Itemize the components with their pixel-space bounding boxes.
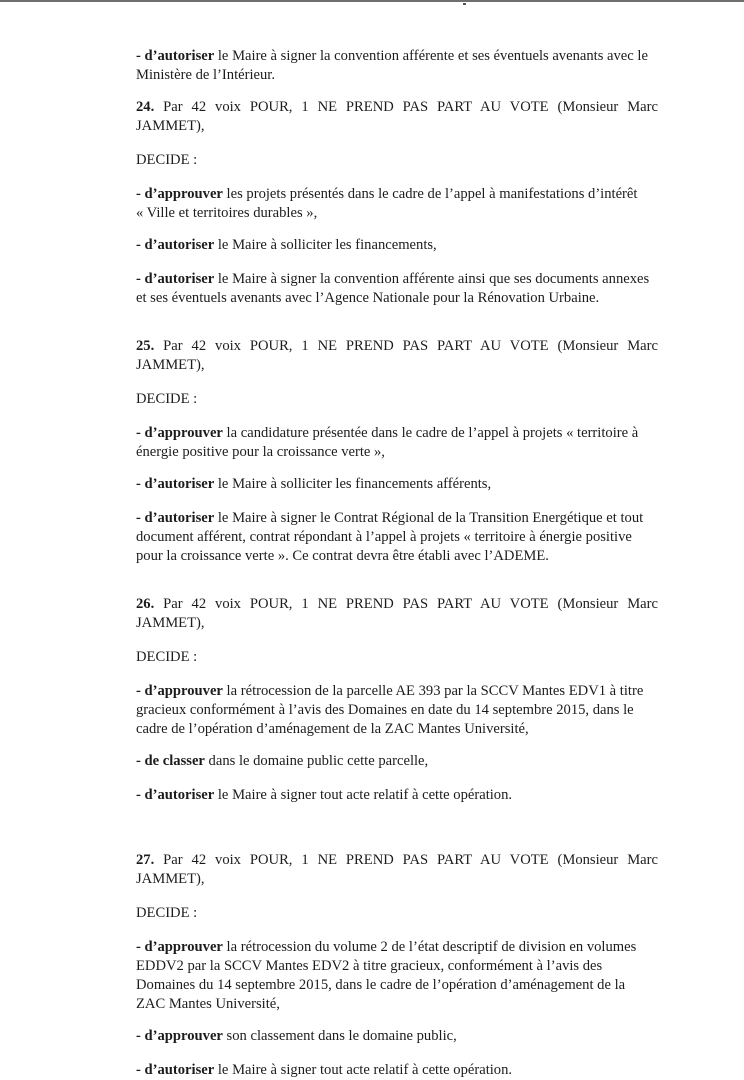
clause [136, 938, 658, 1014]
item-24-vote [136, 98, 658, 136]
decide-heading: DECIDE : [136, 152, 198, 168]
clause [136, 509, 658, 566]
clause-text: ZAC Mantes Université, [136, 996, 280, 1012]
clause-text: « Ville et territoires durables », [136, 205, 318, 221]
clause-verb: - d’approuver [136, 939, 223, 955]
clause [136, 1061, 658, 1080]
clause-text: le Maire à solliciter les financements afférents, [214, 476, 492, 492]
clause-text: dans le domaine public cette parcelle, [204, 753, 429, 769]
clause-text: le Maire à signer la convention afférente et ses éventuels avenants avec le [214, 48, 648, 64]
item-number: 26. [136, 596, 155, 612]
item-number: 24. [136, 99, 155, 115]
item-number: 25. [136, 338, 155, 354]
clause [136, 270, 658, 308]
clause-text: la candidature présentée dans le cadre de l’appel à projets « territoire à [222, 425, 639, 441]
clause-text: gracieux conformément à l’avis des Domaines en date du 14 septembre 2015, dans le [136, 702, 634, 718]
decide-heading: DECIDE : [136, 905, 198, 921]
clause-text: cadre de l’opération d’aménagement de la ZAC Mantes Université, [136, 721, 529, 737]
clause [136, 682, 658, 739]
clause-verb: - de classer [136, 753, 205, 769]
decide-heading: DECIDE : [136, 649, 198, 665]
clause-top [136, 47, 658, 85]
clause-verb: - d’autoriser [136, 48, 215, 64]
clause-verb: - d’autoriser [136, 271, 215, 287]
clause-text: Domaines du 14 septembre 2015, dans le cadre de l’opération d’aménagement de la [136, 977, 626, 993]
clause-verb: - d’approuver [136, 425, 223, 441]
clause-text: le Maire à solliciter les financements, [214, 237, 437, 253]
item-27-vote [136, 851, 658, 889]
document-page [136, 47, 658, 1080]
clause-text: le Maire à signer tout acte relatif à cette opération. [214, 1062, 513, 1078]
clause-text: et ses éventuels avenants avec l’Agence Nationale pour la Rénovation Urbaine. [136, 290, 600, 306]
clause-text: document afférent, contrat répondant à l’appel à projets « territoire à énergie positive [136, 529, 632, 545]
clause-verb: - d’approuver [136, 186, 223, 202]
clause [136, 185, 658, 223]
clause-verb: - d’autoriser [136, 237, 215, 253]
decide-heading: DECIDE : [136, 391, 198, 407]
vote-text: Par 42 voix POUR, 1 NE PREND PAS PART AU VOTE (Monsieur Marc JAMMET), [136, 852, 658, 887]
clause-text: le Maire à signer la convention afférente ainsi que ses documents annexes [214, 271, 650, 287]
clause-text: énergie positive pour la croissance verte », [136, 444, 385, 460]
clause-text: le Maire à signer tout acte relatif à cette opération. [214, 787, 513, 803]
clause-text: son classement dans le domaine public, [222, 1028, 457, 1044]
clause-text: la rétrocession de la parcelle AE 393 par la SCCV Mantes EDV1 à titre [222, 683, 644, 699]
clause [136, 752, 658, 771]
vote-text: Par 42 voix POUR, 1 NE PREND PAS PART AU VOTE (Monsieur Marc JAMMET), [136, 596, 658, 631]
scan-mark [463, 3, 466, 5]
clause [136, 1027, 658, 1046]
clause-text: EDDV2 par la SCCV Mantes EDV2 à titre gracieux, conformément à l’avis des [136, 958, 603, 974]
clause-verb: - d’autoriser [136, 1062, 215, 1078]
vote-text: Par 42 voix POUR, 1 NE PREND PAS PART AU VOTE (Monsieur Marc JAMMET), [136, 338, 658, 373]
clause [136, 786, 658, 805]
clause-verb: - d’approuver [136, 1028, 223, 1044]
scan-top-edge [0, 0, 744, 5]
item-number: 27. [136, 852, 155, 868]
clause-verb: - d’approuver [136, 683, 223, 699]
clause [136, 475, 658, 494]
clause [136, 424, 658, 462]
clause-text: les projets présentés dans le cadre de l’appel à manifestations d’intérêt [222, 186, 638, 202]
item-25-vote [136, 337, 658, 375]
clause [136, 236, 658, 255]
clause-text: pour la croissance verte ». Ce contrat devra être établi avec l’ADEME. [136, 548, 549, 564]
clause-verb: - d’autoriser [136, 787, 215, 803]
vote-text: Par 42 voix POUR, 1 NE PREND PAS PART AU VOTE (Monsieur Marc JAMMET), [136, 99, 658, 134]
clause-verb: - d’autoriser [136, 476, 215, 492]
item-26-vote [136, 595, 658, 633]
clause-text: le Maire à signer le Contrat Régional de la Transition Energétique et tout [214, 510, 644, 526]
clause-text: la rétrocession du volume 2 de l’état descriptif de division en volumes [222, 939, 637, 955]
clause-text: Ministère de l’Intérieur. [136, 67, 275, 83]
clause-verb: - d’autoriser [136, 510, 215, 526]
